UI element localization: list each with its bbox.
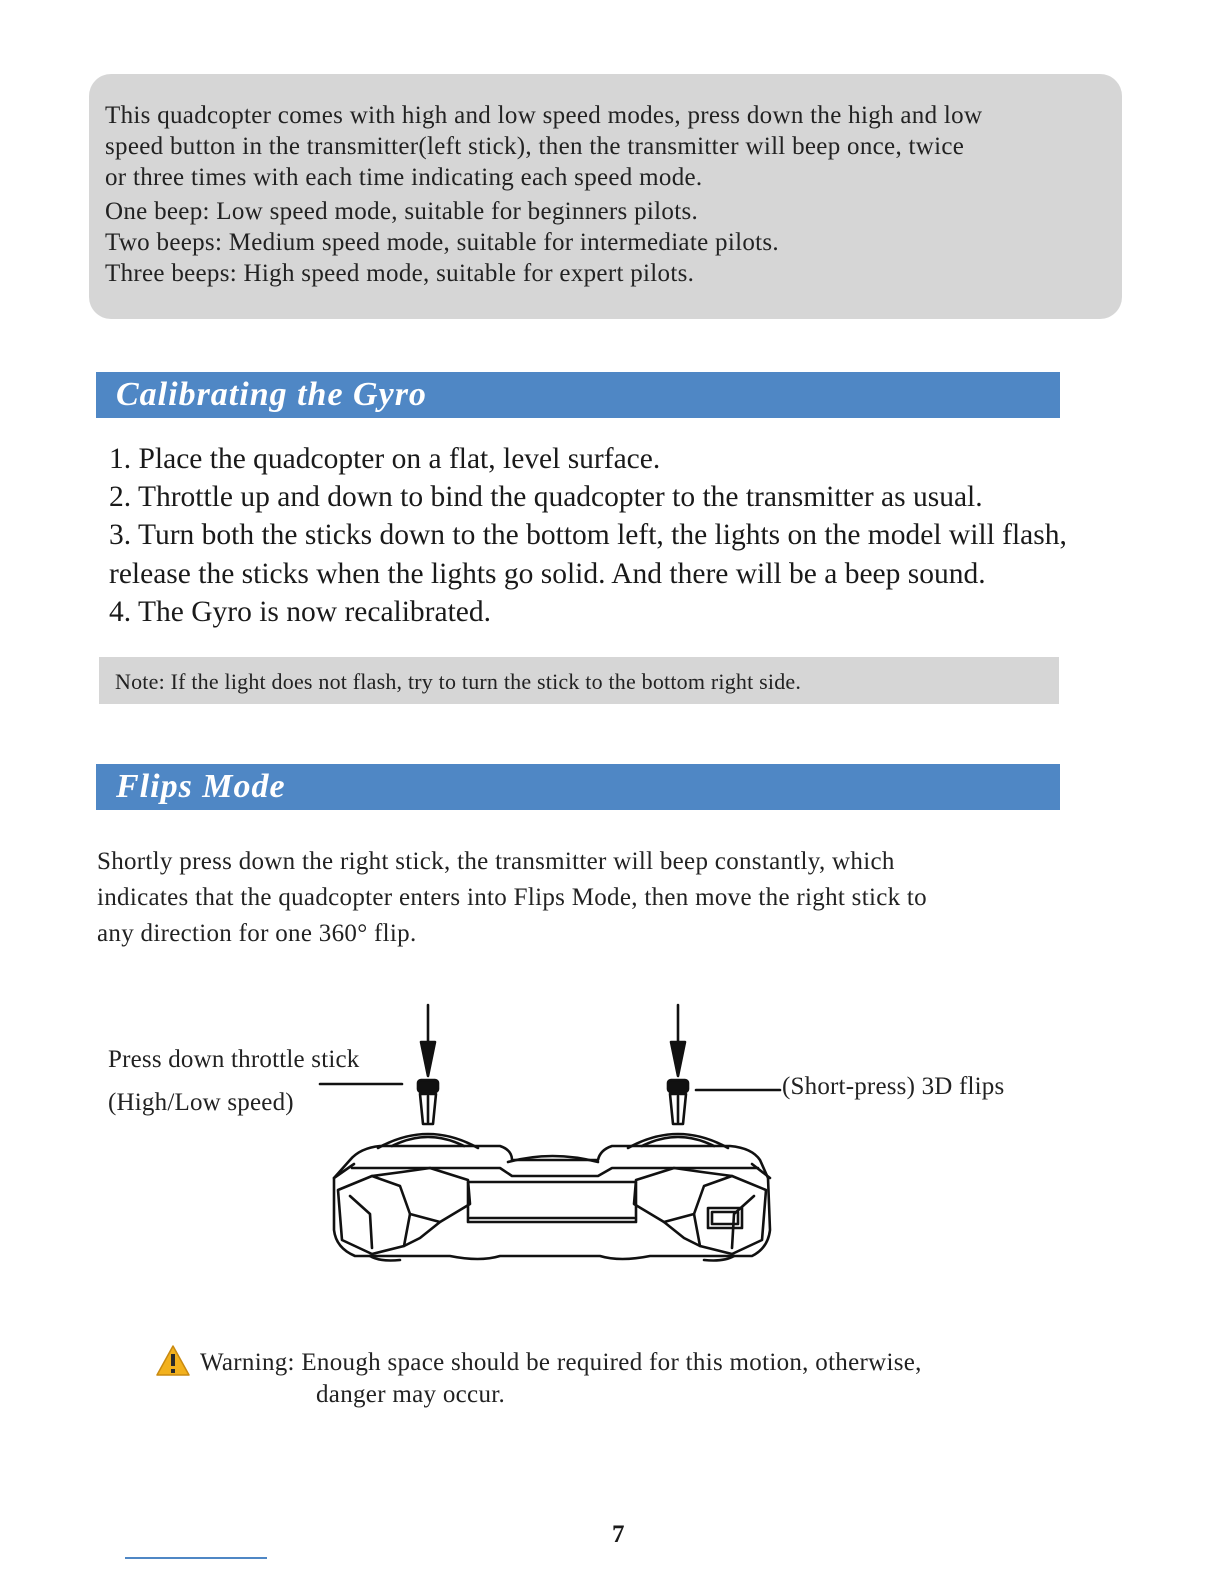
speed-mode-medium: Two beeps: Medium speed mode, suitable for intermediate pilots. [105,229,779,256]
flips-text-line: indicates that the quadcopter enters into Flips Mode, then move the right stick to [97,884,927,911]
speed-toggle-label: (High/Low speed) [108,1089,294,1116]
speed-mode-high: Three beeps: High speed mode, suitable for expert pilots. [105,260,695,287]
calibrate-step: 2. Throttle up and down to bind the quadcopter to the transmitter as usual. [109,481,983,514]
warning-text: Warning: Enough space should be required for this motion, otherwise, [200,1349,922,1376]
flips-heading: Flips Mode [96,764,1060,810]
flips-stick-label: (Short-press) 3D flips [782,1073,1005,1100]
transmitter-body [334,1146,770,1261]
left-arrow-head [421,1042,435,1076]
page-number: 7 [612,1521,625,1548]
intro-line: This quadcopter comes with high and low speed modes, press down the high and low [105,102,983,129]
flips-text-line: any direction for one 360° flip. [97,920,417,947]
intro-line: speed button in the transmitter(left stick), then the transmitter will beep once, twice [105,133,965,160]
right-arrow-head [671,1042,685,1076]
calibrate-step: 4. The Gyro is now recalibrated. [109,595,492,628]
speed-mode-low: One beep: Low speed mode, suitable for beginners pilots. [105,198,699,225]
calibrate-step: 3. Turn both the sticks down to the bottom left, the lights on the model will flash, [109,519,1067,552]
left-stick [378,1080,478,1148]
calibrate-heading: Calibrating the Gyro [96,372,1060,418]
warning-icon [155,1344,191,1378]
flips-text-line: Shortly press down the right stick, the transmitter will beep constantly, which [97,848,895,875]
calibrate-note: Note: If the light does not flash, try to turn the stick to the bottom right side. [99,657,1059,704]
throttle-stick-label: Press down throttle stick [108,1046,360,1073]
calibrate-step: 1. Place the quadcopter on a flat, level surface. [109,443,661,475]
calibrate-step: release the sticks when the lights go solid. And there will be a beep sound. [109,557,986,590]
intro-line: or three times with each time indicating each speed mode. [105,164,703,191]
warning-text-cont: danger may occur. [316,1381,506,1408]
footer-rule [125,1557,267,1559]
